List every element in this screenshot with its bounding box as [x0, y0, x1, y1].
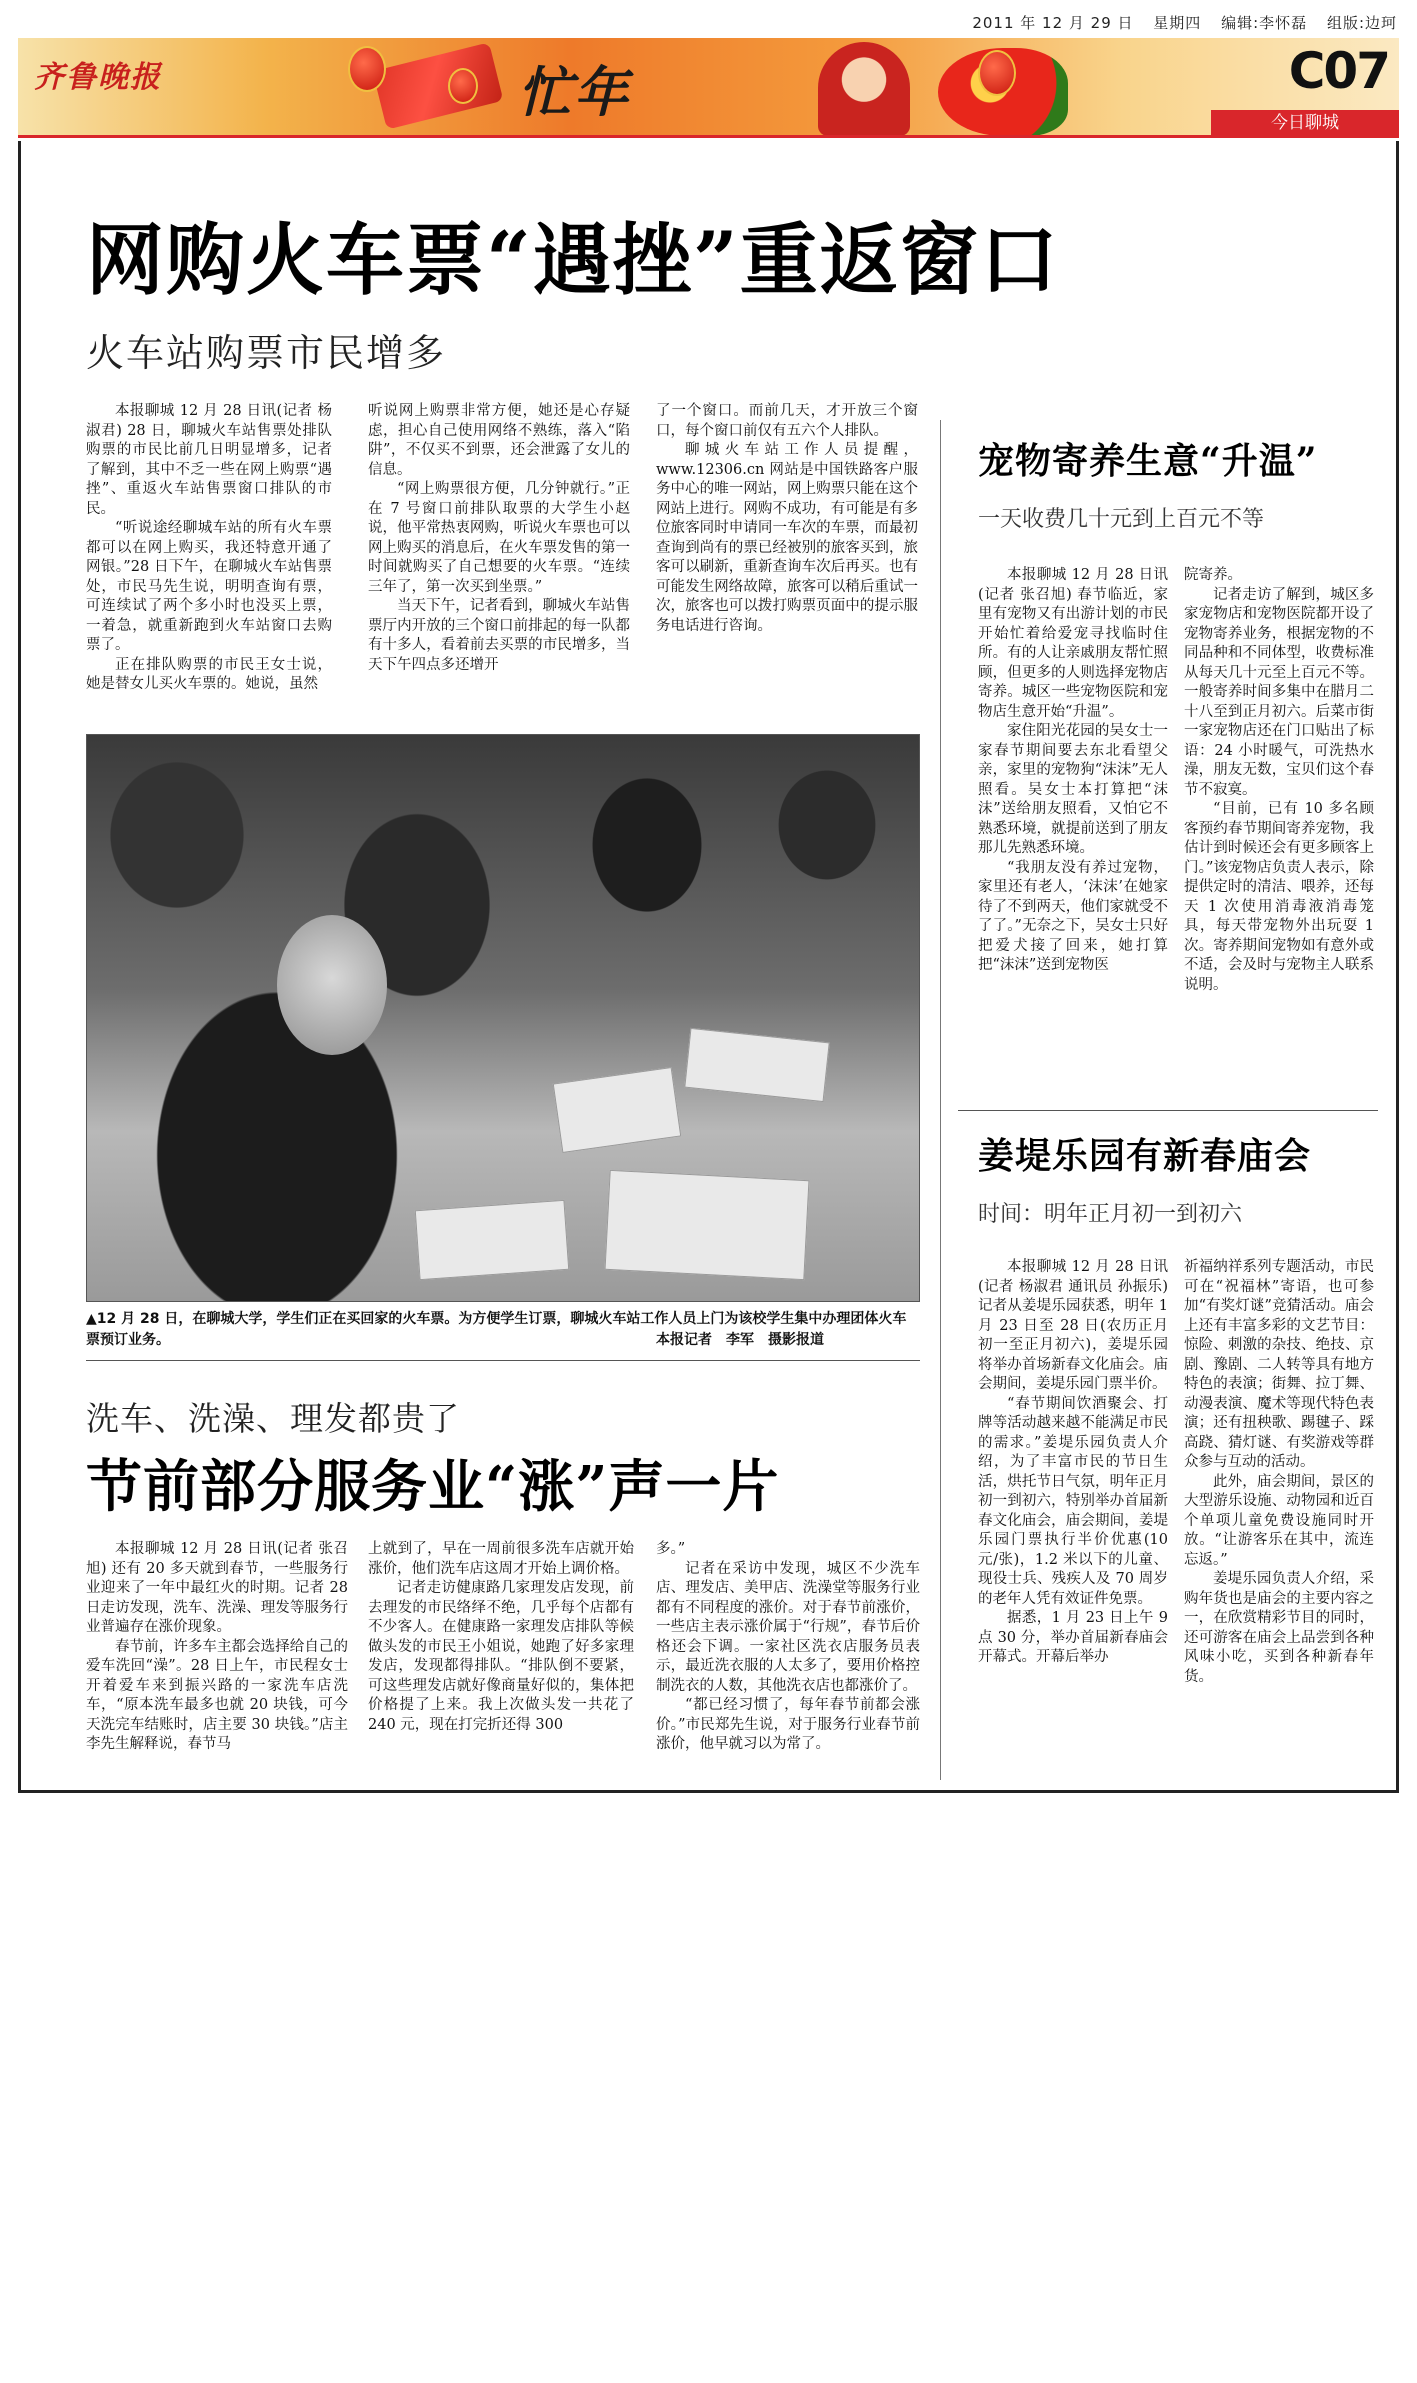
paragraph: 当天下午，记者看到，聊城火车站售票厅内开放的三个窗口前排起的每一队都有十多人，看着前去买票的市民增多，当天下午四点多还增开 [368, 598, 630, 673]
temple-story-col2 [1184, 1258, 1374, 1687]
temple-headline: 姜堤乐园有新春庙会 [978, 1135, 1312, 1177]
main-subhead: 火车站购票市民增多 [86, 331, 447, 375]
paragraph: “目前，已有 10 多名顾客预约春节期间寄养宠物，我估计到时候还会有更多顾客上门。”该宠物店负责人表示，除提供定时的清洁、喂养，还每天 1 次使用消毒液消毒笼具，每天带宠物外出玩耍 1 次。寄养期间宠物如有意外或不适，会及时与宠物主人联系说明。 [1184, 801, 1374, 993]
pet-story-col1 [978, 566, 1168, 976]
lantern-icon [348, 46, 386, 92]
editor-credit: 编辑:李怀磊 [1221, 14, 1308, 32]
page-number: C07 [1288, 42, 1389, 100]
issue-date: 2011 年 12 月 29 日 [972, 14, 1134, 32]
paragraph: 姜堤乐园负责人介绍，采购年货也是庙会的主要内容之一，在欣赏精彩节目的同时，还可游客在庙会上品尝到各种风味小吃，买到各种新春年货。 [1184, 1571, 1374, 1685]
main-headline: 网购火车票“遇挫”重返窗口 [86, 215, 1060, 306]
second-story-col1 [86, 1540, 348, 1755]
pet-story-col2 [1184, 566, 1374, 995]
pet-subhead: 一天收费几十元到上百元不等 [978, 507, 1265, 532]
pet-headline: 宠物寄养生意“升温” [978, 440, 1318, 482]
paragraph: 家住阳光花园的吴女士一家春节期间要去东北看望父亲，家里的宠物狗“沫沫”无人照看。吴女士本打算把“沫沫”送给朋友照看，又怕它不熟悉环境，就提前送到了朋友那儿先熟悉环境。 [978, 723, 1168, 856]
main-story-col1 [86, 402, 332, 695]
issue-meta [958, 12, 1397, 33]
paragraph: 听说网上购票非常方便，她还是心存疑虑，担心自己使用网络不熟练，落入“陷阱”，不仅买不到票，还会泄露了女儿的信息。 [368, 403, 630, 478]
newspaper-logo: 齐鲁晚报 [34, 60, 162, 95]
paragraph: 记者走访了解到，城区多家宠物店和宠物医院都开设了宠物寄养业务，根据宠物的不同品种和不同体型，收费标准从每天几十元至上百元不等。一般寄养时间多集中在腊月二十八至到正月初六。后菜市街一家宠物店还在门口贴出了标语：24 小时暖气，可洗热水澡，朋友无数，宝贝们这个春节不寂寞。 [1184, 586, 1374, 798]
news-photo [86, 734, 920, 1302]
document-shape [415, 1200, 570, 1280]
main-story-col2 [368, 402, 630, 675]
child-photo [818, 42, 910, 136]
paragraph: 本报聊城 12 月 28 日讯(记者 杨淑君) 28 日，聊城火车站售票处排队购票的市民比前几日明显增多，记者了解到，其中不乏一些在网上购票“遇挫”、重返火车站售票窗口排队的市民。 [86, 403, 332, 517]
temple-subhead: 时间：明年正月初一到初六 [978, 1202, 1243, 1227]
document-shape [553, 1067, 682, 1153]
lantern-icon [448, 68, 478, 104]
main-story-col3 [656, 402, 918, 636]
paragraph: 聊城火车站工作人员提醒，www.12306.cn 网站是中国铁路客户服务中心的唯一网站，网上购票只能在这个网站上进行。网购不成功，有可能是有多位旅客同时申请同一车次的车票，而最初查询到尚有的票已经被别的旅客买到，旅客可以刷新，重新查询车次后再买。也有可能发生网络故障，旅客可以稍后重试一次，旅客也可以拨打购票页面中的提示服务电话进行咨询。 [656, 442, 918, 634]
paragraph: 记者在采访中发现，城区不少洗车店、理发店、美甲店、洗澡堂等服务行业都有不同程度的涨价。对于春节前涨价，一些店主表示涨价属于“行规”，春节后价格还会下调。一家社区洗衣店服务员表示，最近洗衣服的人太多了，要用价格控制洗衣的人数，其他洗衣店也都涨价了。 [656, 1560, 920, 1694]
photo-credit: 本报记者 李军 摄影报道 [656, 1332, 824, 1348]
section-tag: 今日聊城 [1211, 110, 1399, 136]
paragraph: 多。” [656, 1541, 686, 1557]
divider [958, 1110, 1378, 1111]
layout-credit: 组版:边珂 [1326, 14, 1397, 32]
second-headline: 节前部分服务业“涨”声一片 [86, 1454, 780, 1520]
paragraph: “我朋友没有养过宠物，家里还有老人，‘沫沫’在她家待了不到两天，他们家就受不了了。”无奈之下，吴女士只好把爱犬接了回来，她打算把“沫沫”送到宠物医 [978, 859, 1168, 973]
paragraph: 本报聊城 12 月 28 日讯(记者 张召旭) 还有 20 多天就到春节，一些服务行业迎来了一年中最红火的时期。记者 28 日走访发现，洗车、洗澡、理发等服务行业普遍存在涨价现象。 [86, 1541, 348, 1635]
divider [86, 1360, 920, 1361]
document-shape [684, 1028, 830, 1102]
paragraph: “春节期间饮酒聚会、打牌等活动越来越不能满足市民的需求。”姜堤乐园负责人介绍，为了丰富市民的节日生活，烘托节日气氛，明年正月初一到初六，特别举办首届新春文化庙会，庙会期间，姜堤乐园门票执行半价优惠(10 元/张)，1.2 米以下的儿童、现役士兵、残疾人及 70 周岁的老年人凭有效证件免票。 [978, 1395, 1168, 1607]
page-banner [18, 38, 1399, 138]
paragraph: 本报聊城 12 月 28 日讯(记者 杨淑君 通讯员 孙振乐) 记者从姜堤乐园获悉，明年 1 月 23 日至 28 日(农历正月初一至正月初六)，姜堤乐园将举办首场新春文化庙会。庙会期间，姜堤乐园门票半价。 [978, 1259, 1168, 1392]
paragraph: 正在排队购票的市民王女士说，她是替女儿买火车票的。她说，虽然 [86, 656, 332, 692]
paragraph: 祈福纳祥系列专题活动，市民可在“祝福林”寄语，也可参加“有奖灯谜”竞猜活动。庙会上还有丰富多彩的文艺节目：惊险、刺激的杂技、绝技、京剧、豫剧、二人转等具有地方特色的表演；街舞、拉丁舞、动漫表演、魔术等现代特色表演；还有扭秧歌、踢毽子、踩高跷、猜灯谜、有奖游戏等群众参与互动的活动。 [1184, 1259, 1374, 1470]
paragraph: 院寄养。 [1184, 567, 1242, 583]
second-story-col3 [656, 1540, 920, 1755]
column-divider [940, 420, 941, 1780]
paragraph: 据悉，1 月 23 日上午 9 点 30 分，举办首届新春庙会开幕式。开幕后举办 [978, 1610, 1168, 1665]
second-story-col2 [368, 1540, 634, 1735]
paragraph: 记者走访健康路几家理发店发现，前去理发的市民络绎不绝，几乎每个店都有不少客人。在健康路一家理发店排队等候做头发的市民王小姐说，她跑了好多家理发店，发现都得排队。“排队倒不要紧，可这些理发店就好像商量好似的，集体把价格提了上来。我上次做头发一共花了 240 元，现在打完折还得 300 [368, 1580, 634, 1733]
photo-subject [277, 915, 387, 1055]
second-kicker: 洗车、洗澡、理发都贵了 [86, 1399, 460, 1438]
paragraph: 上就到了，早在一周前很多洗车店就开始涨价，他们洗车店这周才开始上调价格。 [368, 1541, 634, 1577]
festival-title: 忙年 [518, 60, 630, 124]
paragraph: 本报聊城 12 月 28 日讯(记者 张召旭) 春节临近，家里有宠物又有出游计划的市民开始忙着给爱宠寻找临时住所。有的人让亲戚朋友帮忙照顾，但更多的人则选择宠物店寄养。城区一些宠物医院和宠物店生意开始“升温”。 [978, 567, 1168, 720]
paragraph: 此外，庙会期间，景区的大型游乐设施、动物园和近百个单项儿童免费设施同时开放。“让游客乐在其中，流连忘返。” [1184, 1473, 1374, 1568]
paragraph: “都已经习惯了，每年春节前都会涨价。”市民郑先生说，对于服务行业春节前涨价，他早就习以为常了。 [656, 1697, 920, 1752]
lantern-icon [978, 50, 1016, 96]
paragraph: 了一个窗口。而前几天，才开放三个窗口，每个窗口前仅有五六个人排队。 [656, 403, 918, 439]
photo-caption [86, 1309, 920, 1351]
paragraph: “听说途经聊城车站的所有火车票都可以在网上购买，我还特意开通了网银。”28 日下午，在聊城火车站售票处，市民马先生说，明明查询有票，可连续试了两个多小时也没买上票，一着急，就重新跑到火车站窗口去购票了。 [86, 520, 332, 653]
issue-weekday: 星期四 [1153, 14, 1202, 32]
firecracker-decoration [373, 42, 504, 129]
caption-text: ▲12 月 28 日，在聊城大学，学生们正在买回家的火车票。为方便学生订票，聊城火车站工作人员上门为该校学生集中办理团体火车票预订业务。 [86, 1311, 907, 1348]
temple-story-col1 [978, 1258, 1168, 1668]
document-shape [605, 1170, 810, 1280]
paragraph: “网上购票很方便，几分钟就行。”正在 7 号窗口前排队取票的大学生小赵说，他平常热衷网购，听说火车票也可以网上购买的消息后，在火车票发售的第一时间就购买了自己想要的火车票。“连续三年了，第一次买到坐票。” [368, 481, 630, 595]
paragraph: 春节前，许多车主都会选择给自己的爱车洗回“澡”。28 日上午，市民程女士开着爱车来到振兴路的一家洗车店洗车，“原本洗车最多也就 20 块钱，可今天洗完车结账时，店主要 30 块钱。”店主李先生解释说，春节马 [86, 1638, 348, 1752]
